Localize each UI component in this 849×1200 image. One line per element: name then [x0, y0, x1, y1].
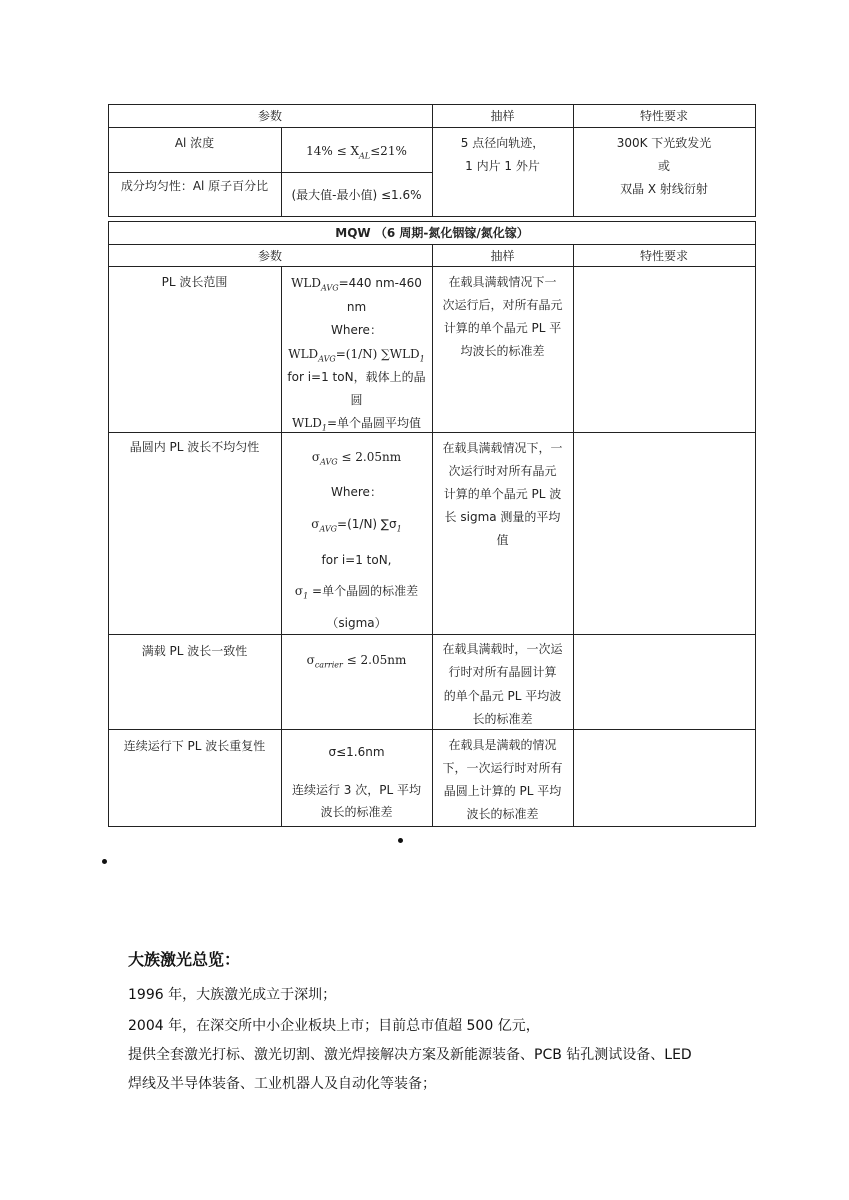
param-al-concentration: Al 浓度: [174, 136, 215, 150]
header-param: 参数: [257, 109, 282, 123]
header-requirement: 特性要求: [639, 249, 688, 263]
sampling-line-2: 1 内片 1 外片: [465, 159, 540, 173]
param-wafer-nonuniformity: 晶圆内 PL 波长不均匀性: [129, 440, 260, 454]
spec-al-concentration: $14\% \le X_{AL}\le 21\%$: [306, 144, 407, 161]
sampling-line-1: 5 点径向轨迹，: [460, 136, 545, 150]
param-composition-uniformity: 成分均匀性：Al 原子百分比: [120, 179, 269, 193]
param-full-load-consistency: 满载 PL 波长一致性: [141, 644, 248, 658]
bullet-dot: [102, 859, 107, 864]
paragraph-line: 1996 年，大族激光成立于深圳；: [128, 987, 337, 1003]
section-heading: 大族激光总览：: [128, 950, 241, 969]
header-sampling: 抽样: [490, 249, 515, 263]
header-sampling: 抽样: [490, 109, 515, 123]
param-run-repeatability: 连续运行下 PL 波长重复性: [123, 739, 266, 753]
spec-composition-uniformity: (最大值-最小值) ≤1.6%: [291, 188, 422, 202]
table-title: MQW （6 周期-氮化铟镓/氮化镓）: [335, 226, 529, 240]
bullet-dot: [398, 838, 403, 843]
requirement-line-3: 双晶 X 射线衍射: [620, 182, 708, 196]
paragraph-line: 提供全套激光打标、激光切割、激光焊接解决方案及新能源装备、PCB 钻孔测试设备、LED: [128, 1047, 692, 1063]
spec-full-load-consistency: $\sigma_{carrier} \le 2.05nm$: [306, 653, 407, 670]
paragraph-line: 焊线及半导体装备、工业机器人及自动化等装备；: [128, 1076, 436, 1092]
param-pl-wavelength-range: PL 波长范围: [161, 275, 228, 289]
header-requirement: 特性要求: [639, 109, 688, 123]
requirement-line-2: 或: [657, 159, 670, 173]
requirement-line-1: 300K 下光致发光: [616, 136, 712, 150]
paragraph-line: 2004 年，在深交所中小企业板块上市；目前总市值超 500 亿元，: [128, 1018, 540, 1034]
header-param: 参数: [257, 249, 282, 263]
